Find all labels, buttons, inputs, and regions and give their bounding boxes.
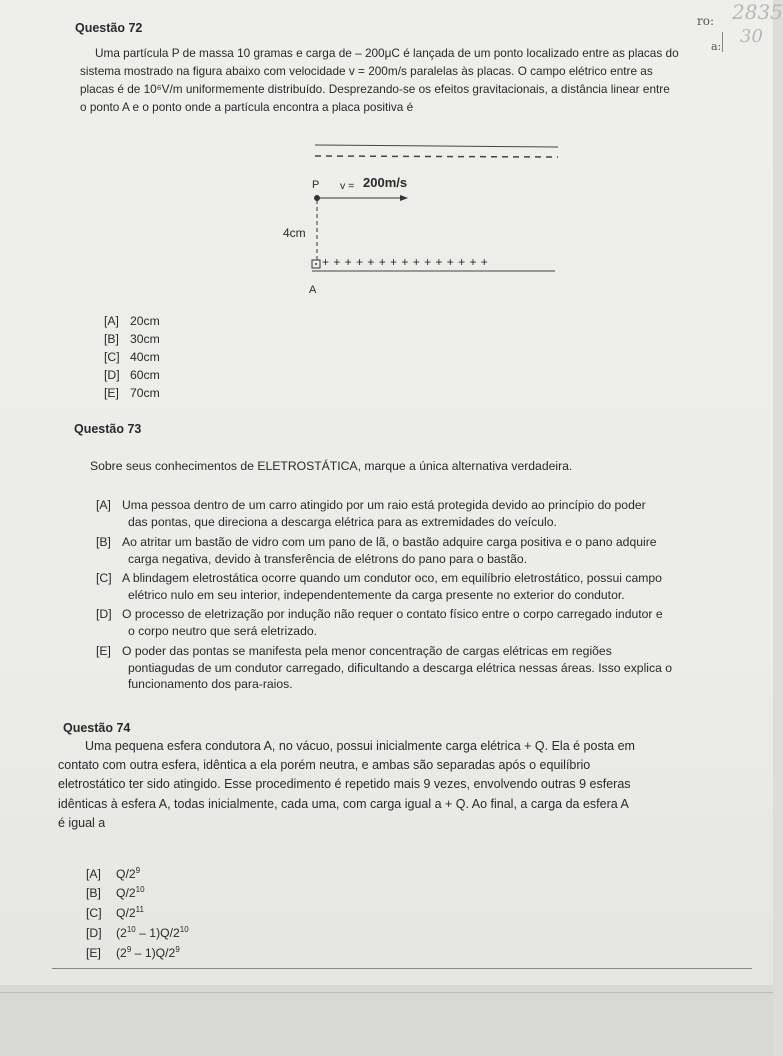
negative-plate (315, 145, 558, 147)
option-letter: [B] (104, 332, 119, 346)
option-exponent-2: 10 (179, 924, 189, 934)
option-exponent-1: 9 (126, 944, 132, 954)
question-73-title: Questão 73 (74, 422, 142, 436)
option-line-1: O poder das pontas se manifesta pela menor concentração de cargas elétricas em regiões (122, 644, 612, 658)
option-letter: [C] (104, 350, 120, 364)
question-73-stem: Sobre seus conhecimentos de ELETROSTÁTICA, marque a única alternativa verdadeira. (90, 459, 573, 473)
q74-option-b[interactable] (86, 885, 145, 902)
option-exponent-1: 10 (126, 924, 136, 934)
side-note-2: a: (711, 40, 722, 53)
q74-option-a[interactable] (86, 866, 140, 883)
option-line-1: O processo de eletrização por indução não requer o contato físico entre o corpo carregado indutor e (122, 607, 663, 621)
positive-charges: + + + + + + + + + + + + + + + (322, 255, 489, 269)
q74-option-d[interactable] (86, 925, 189, 942)
option-letter: [D] (104, 368, 120, 382)
label-a: A (309, 284, 317, 296)
side-note-1: ro: (697, 14, 715, 28)
option-line-2: pontiagudas de um condutor carregado, dificultando a descarga elétrica nessas áreas. Isso explica o (128, 660, 673, 675)
q73-option-d[interactable] (96, 606, 736, 639)
option-text: 30cm (130, 332, 160, 346)
question-72-line-4: o ponto A e o ponto onde a partícula encontra a placa positiva é (80, 100, 414, 114)
option-letter: [A] (86, 867, 101, 881)
option-text: 60cm (130, 368, 160, 382)
label-speed: 200m/s (363, 175, 408, 190)
option-pre: (2 (116, 946, 127, 960)
option-base: Q/2 (116, 886, 136, 900)
option-letter: [B] (86, 886, 101, 900)
paper-edge (0, 985, 773, 1056)
option-exponent: 11 (135, 904, 144, 914)
q73-option-b[interactable] (96, 534, 736, 567)
option-letter: [E] (104, 386, 119, 400)
option-letter: [D] (96, 607, 112, 621)
option-line-1: A blindagem eletrostática ocorre quando um condutor oco, em equilíbrio eletrostático, possui campo (122, 571, 662, 585)
option-mid: – 1)Q/2 (131, 946, 176, 960)
option-exponent: 10 (135, 884, 145, 894)
handwritten-note-2: 30 (740, 26, 763, 47)
option-base: Q/2 (116, 867, 136, 881)
option-line-2: o corpo neutro que será eletrizado. (128, 623, 318, 638)
option-exponent-2: 9 (175, 944, 180, 954)
velocity-arrow-head (400, 195, 408, 201)
question-72-title: Questão 72 (75, 21, 143, 35)
option-mid: – 1)Q/2 (135, 926, 180, 940)
option-exponent: 9 (135, 865, 141, 875)
capacitor-figure (280, 140, 570, 300)
question-74-line-2: contato com outra esfera, idêntica a ela porém neutra, e ambas são separadas após o equilíbrio (58, 758, 591, 772)
option-line-2: elétrico nulo em seu interior, independentemente da carga presente no exterior do condutor. (128, 587, 625, 602)
label-p: P (312, 179, 320, 191)
option-text: 40cm (130, 350, 160, 364)
option-text: 70cm (130, 386, 160, 400)
q72-option-d[interactable] (104, 367, 160, 384)
option-letter: [C] (86, 906, 102, 920)
question-74-line-1: Uma pequena esfera condutora A, no vácuo, possui inicialmente carga elétrica + Q. Ela é posta em (85, 739, 635, 753)
negative-charges (315, 156, 558, 157)
option-letter: [A] (96, 498, 111, 512)
option-line-3: funcionamento dos para-raios. (128, 677, 293, 691)
label-v: v = (340, 180, 355, 192)
question-74-line-3: eletrostático ter sido atingido. Esse procedimento é repetido mais 9 vezes, envolvendo outras 9 esferas (58, 777, 631, 791)
option-line-1: Uma pessoa dentro de um carro atingido por um raio está protegida devido ao princípio do poder (122, 498, 646, 512)
question-72-line-3: placas é de 10⁶V/m uniformemente distribuído. Desprezando-se os efeitos gravitacionais, a distância linear entre (80, 82, 670, 96)
option-line-2: das pontas, que direciona a descarga elétrica para as extremidades do veículo. (128, 514, 557, 529)
paper-fold (0, 992, 773, 993)
q73-option-a[interactable] (96, 497, 736, 530)
q72-option-e[interactable] (104, 385, 160, 402)
option-letter: [C] (96, 571, 112, 585)
q72-option-b[interactable] (104, 331, 160, 348)
option-letter: [D] (86, 926, 102, 940)
option-line-2: carga negativa, devido à transferência de elétrons do pano para o bastão. (128, 551, 528, 566)
question-74-line-5: é igual a (58, 816, 106, 830)
question-74-line-4: idênticas à esfera A, todas inicialmente, cada uma, com carga igual a + Q. Ao final, a carga da esfera A (58, 797, 629, 811)
bottom-border (52, 968, 752, 969)
label-distance: 4cm (283, 226, 306, 240)
q74-option-c[interactable] (86, 905, 144, 922)
question-74-title: Questão 74 (63, 721, 131, 735)
option-line-1: Ao atritar um bastão de vidro com um pano de lã, o bastão adquire carga positiva e o pano adquire (122, 535, 657, 549)
handwritten-note-1: 2835 (732, 0, 783, 24)
option-letter: [E] (96, 644, 111, 658)
q72-option-c[interactable] (104, 349, 160, 366)
option-letter: [E] (86, 946, 101, 960)
q74-option-e[interactable] (86, 945, 180, 962)
option-letter: [B] (96, 535, 111, 549)
q73-option-c[interactable] (96, 570, 736, 603)
q73-option-e[interactable] (96, 643, 736, 693)
question-72-line-2: sistema mostrado na figura abaixo com velocidade v = 200m/s paralelas às placas. O campo elétrico entre as (80, 64, 653, 78)
option-pre: (2 (116, 926, 127, 940)
option-base: Q/2 (116, 906, 136, 920)
option-letter: [A] (104, 314, 119, 328)
question-72-line-1: Uma partícula P de massa 10 gramas e carga de – 200μC é lançada de um ponto localizado entre as placas do (95, 46, 679, 60)
option-text: 20cm (130, 314, 160, 328)
q72-option-a[interactable] (104, 313, 160, 330)
